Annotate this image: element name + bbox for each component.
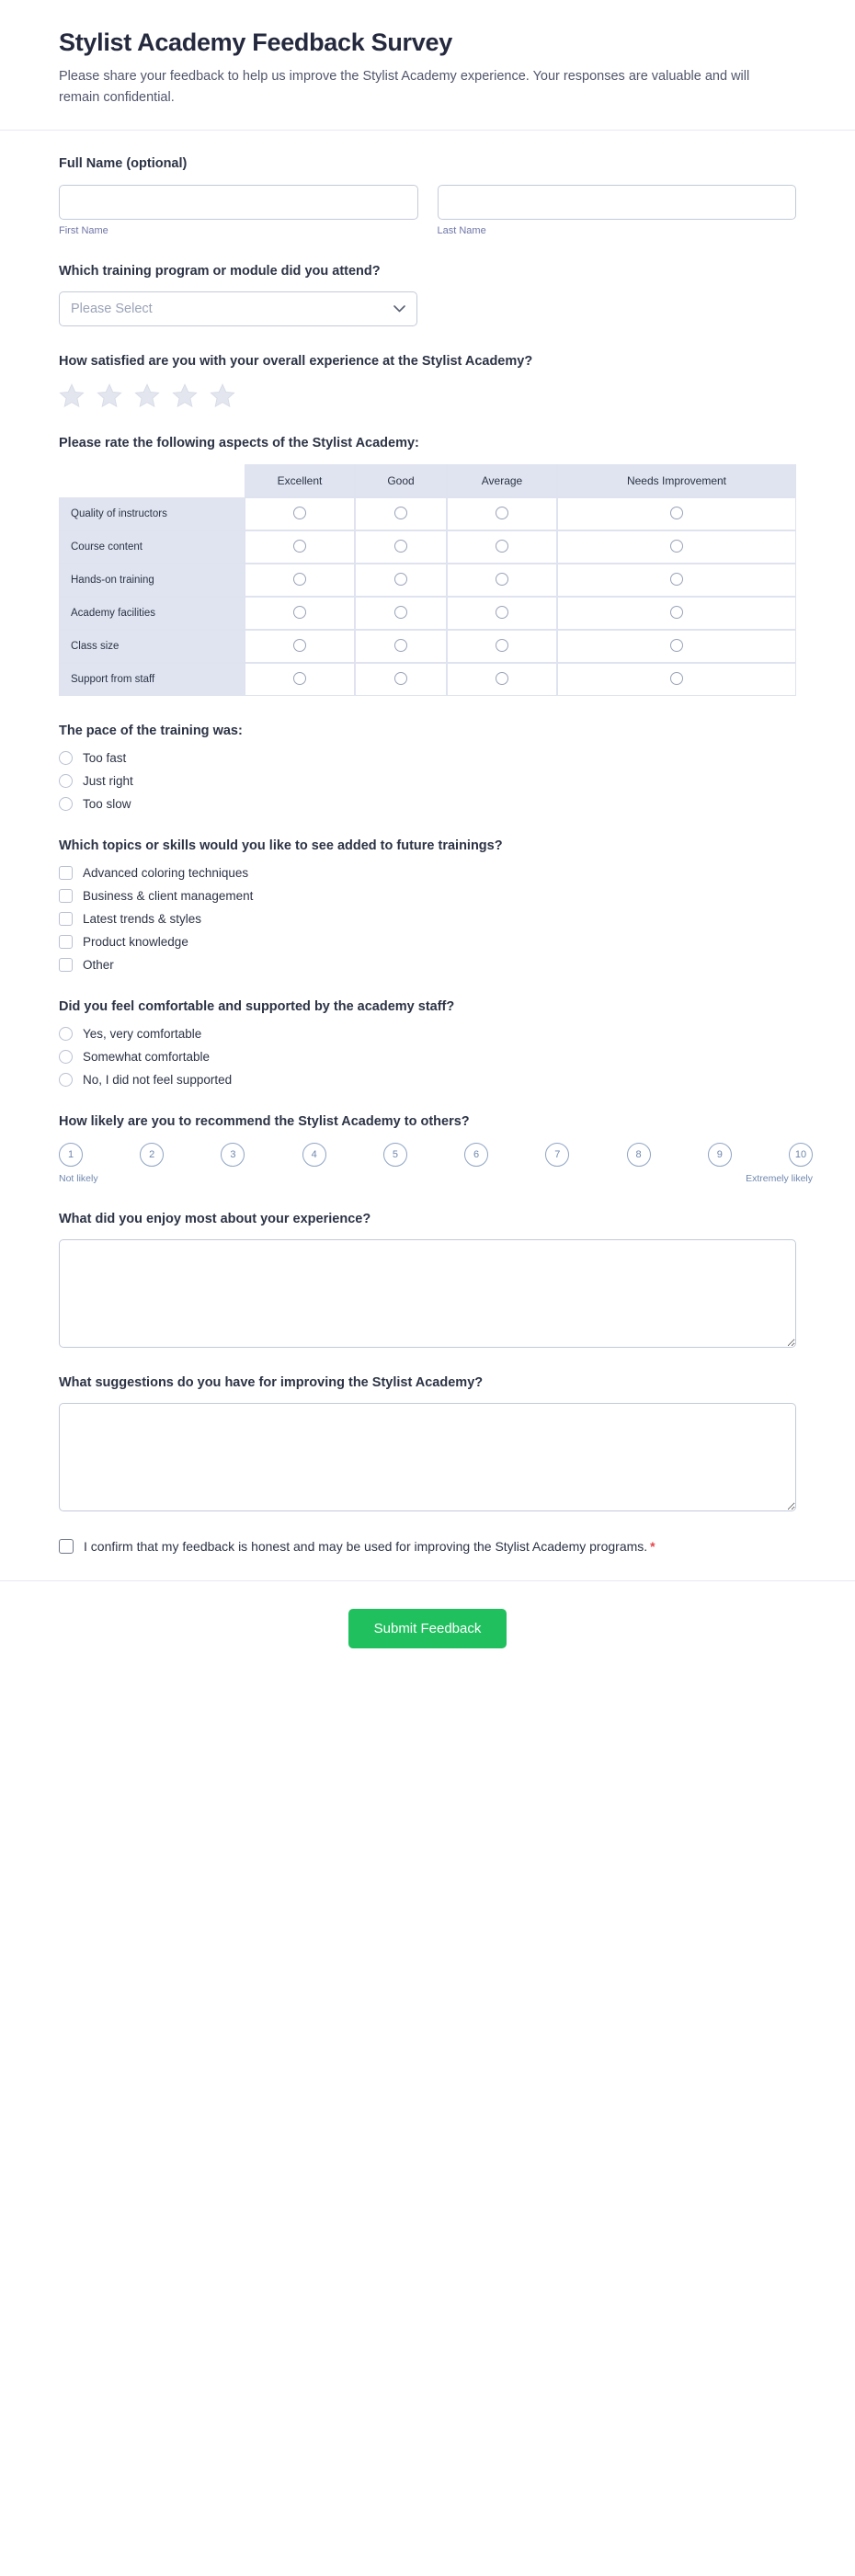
radio-icon[interactable]: [496, 672, 508, 685]
radio-icon[interactable]: [59, 774, 73, 788]
matrix-cell-5-1[interactable]: [355, 663, 447, 696]
topic-option-label: Product knowledge: [83, 935, 188, 950]
matrix-cell-4-1[interactable]: [355, 630, 447, 663]
topic-option-label: Business & client management: [83, 889, 254, 904]
nps-option-4[interactable]: 4: [302, 1143, 326, 1167]
satisfaction-label: How satisfied are you with your overall experience at the Stylist Academy?: [59, 353, 533, 369]
first-name-group: [59, 185, 418, 236]
form-subtitle: Please share your feedback to help us improve the Stylist Academy experience. Your responses are valuable and will remain confidential.: [59, 69, 750, 105]
radio-icon[interactable]: [59, 797, 73, 811]
pace-option-too-slow[interactable]: [59, 797, 796, 811]
matrix-cell-4-0[interactable]: [245, 630, 355, 663]
question-full-name: [59, 154, 796, 235]
training-program-select[interactable]: [59, 291, 417, 326]
comfort-option-somewhat-comfortable[interactable]: [59, 1050, 796, 1064]
matrix-cell-2-1[interactable]: [355, 564, 447, 597]
radio-icon[interactable]: [670, 507, 683, 519]
pace-option-just-right[interactable]: [59, 774, 796, 788]
matrix-col-header-0: Excellent: [245, 464, 355, 497]
matrix-row-label-5: Support from staff: [59, 663, 245, 696]
matrix-row-label-3: Academy facilities: [59, 597, 245, 630]
checkbox-icon[interactable]: [59, 866, 73, 880]
radio-icon[interactable]: [670, 606, 683, 619]
matrix-cell-5-2[interactable]: [447, 663, 557, 696]
comfort-option-not-supported[interactable]: [59, 1073, 796, 1087]
question-suggestions: [59, 1373, 796, 1511]
last-name-sublabel: Last Name: [437, 224, 486, 236]
matrix-header-row: [59, 464, 796, 497]
consent-checkbox-icon[interactable]: [59, 1539, 74, 1554]
last-name-group: [438, 185, 797, 236]
question-pace: [59, 722, 796, 811]
table-row: [59, 663, 796, 696]
nps-option-3[interactable]: 3: [221, 1143, 245, 1167]
full-name-label: Full Name (optional): [59, 156, 188, 172]
nps-option-1[interactable]: 1: [59, 1143, 83, 1167]
radio-icon[interactable]: [59, 751, 73, 765]
nps-scale-group: [59, 1143, 813, 1167]
comfort-radio-group: [59, 1027, 796, 1087]
question-matrix-rating: [59, 434, 796, 695]
matrix-col-header-3: Needs Improvement: [557, 464, 796, 497]
consent-row[interactable]: [59, 1537, 758, 1556]
matrix-cell-2-0[interactable]: [245, 564, 355, 597]
radio-icon[interactable]: [293, 507, 306, 519]
matrix-cell-1-3[interactable]: [557, 530, 796, 564]
radio-icon[interactable]: [394, 672, 407, 685]
radio-icon[interactable]: [394, 639, 407, 652]
training-program-selected-value: Please Select: [71, 301, 153, 316]
radio-icon[interactable]: [670, 573, 683, 586]
radio-icon[interactable]: [394, 507, 407, 519]
topic-option-product-knowledge[interactable]: [59, 935, 796, 949]
matrix-cell-2-2[interactable]: [447, 564, 557, 597]
nps-scale-captions: [59, 1173, 813, 1184]
topic-option-other[interactable]: [59, 958, 796, 972]
first-name-input[interactable]: [59, 185, 418, 220]
matrix-corner-cell: [59, 464, 245, 497]
question-enjoyed: [59, 1210, 796, 1348]
matrix-label: Please rate the following aspects of the Stylist Academy:: [59, 436, 419, 451]
comfort-option-very-comfortable[interactable]: [59, 1027, 796, 1041]
star-icon-3[interactable]: [134, 383, 160, 408]
matrix-col-header-2: Average: [447, 464, 557, 497]
radio-icon[interactable]: [293, 540, 306, 553]
checkbox-icon[interactable]: [59, 958, 73, 972]
checkbox-icon[interactable]: [59, 889, 73, 903]
enjoyed-textarea[interactable]: [59, 1239, 796, 1348]
radio-icon[interactable]: [496, 606, 508, 619]
topics-label: Which topics or skills would you like to see added to future trainings?: [59, 838, 503, 853]
radio-icon[interactable]: [293, 672, 306, 685]
pace-option-too-fast[interactable]: [59, 751, 796, 765]
topics-checkbox-group: [59, 866, 796, 972]
radio-icon[interactable]: [670, 672, 683, 685]
matrix-cell-3-2[interactable]: [447, 597, 557, 630]
question-topics: [59, 837, 796, 972]
nps-option-2[interactable]: 2: [140, 1143, 164, 1167]
star-icon-1[interactable]: [59, 383, 85, 408]
radio-icon[interactable]: [59, 1027, 73, 1041]
radio-icon[interactable]: [670, 639, 683, 652]
pace-label: The pace of the training was:: [59, 723, 243, 738]
nps-option-9[interactable]: 9: [708, 1143, 732, 1167]
matrix-cell-0-1[interactable]: [355, 497, 447, 530]
star-icon-4[interactable]: [172, 383, 198, 408]
rating-matrix-table: [59, 464, 796, 696]
nps-low-label: Not likely: [59, 1172, 98, 1184]
topic-option-business-client-management[interactable]: [59, 889, 796, 903]
question-satisfaction: [59, 352, 796, 408]
nps-option-6[interactable]: 6: [464, 1143, 488, 1167]
radio-icon[interactable]: [293, 573, 306, 586]
nps-high-label: Extremely likely: [746, 1172, 813, 1184]
matrix-row-label-0: Quality of instructors: [59, 497, 245, 530]
matrix-cell-2-3[interactable]: [557, 564, 796, 597]
radio-icon[interactable]: [59, 1073, 73, 1087]
topic-option-latest-trends[interactable]: [59, 912, 796, 926]
question-training-program: [59, 262, 796, 326]
radio-icon[interactable]: [394, 606, 407, 619]
comfort-option-label: Yes, very comfortable: [83, 1027, 202, 1042]
first-name-sublabel: First Name: [59, 224, 108, 236]
matrix-cell-0-0[interactable]: [245, 497, 355, 530]
pace-option-label: Too slow: [83, 796, 131, 811]
matrix-col-header-1: Good: [355, 464, 447, 497]
submit-feedback-button[interactable]: Submit Feedback: [348, 1609, 507, 1648]
matrix-cell-4-3[interactable]: [557, 630, 796, 663]
radio-icon[interactable]: [293, 606, 306, 619]
table-row: [59, 630, 796, 663]
radio-icon[interactable]: [496, 639, 508, 652]
matrix-cell-4-2[interactable]: [447, 630, 557, 663]
question-comfort: [59, 997, 796, 1087]
comfort-label: Did you feel comfortable and supported by the academy staff?: [59, 999, 455, 1015]
comfort-option-label: No, I did not feel supported: [83, 1073, 233, 1088]
matrix-cell-3-1[interactable]: [355, 597, 447, 630]
consent-text-wrap: [84, 1537, 656, 1556]
nps-option-7[interactable]: 7: [545, 1143, 569, 1167]
matrix-cell-1-2[interactable]: [447, 530, 557, 564]
matrix-cell-1-0[interactable]: [245, 530, 355, 564]
comfort-option-label: Somewhat comfortable: [83, 1050, 211, 1065]
topic-option-label: Other: [83, 958, 114, 973]
form-body: [0, 131, 855, 1556]
pace-radio-group: [59, 751, 796, 811]
form-header: [0, 0, 855, 130]
table-row: [59, 564, 796, 597]
table-row: [59, 530, 796, 564]
required-marker: *: [650, 1539, 656, 1555]
radio-icon[interactable]: [496, 540, 508, 553]
matrix-cell-0-3[interactable]: [557, 497, 796, 530]
suggestions-label: What suggestions do you have for improving the Stylist Academy?: [59, 1375, 484, 1390]
topic-option-label: Advanced coloring techniques: [83, 866, 249, 881]
matrix-row-label-1: Course content: [59, 530, 245, 564]
matrix-cell-3-3[interactable]: [557, 597, 796, 630]
matrix-cell-5-0[interactable]: [245, 663, 355, 696]
radio-icon[interactable]: [394, 540, 407, 553]
matrix-cell-3-0[interactable]: [245, 597, 355, 630]
topic-option-label: Latest trends & styles: [83, 912, 202, 927]
radio-icon[interactable]: [496, 507, 508, 519]
radio-icon[interactable]: [293, 639, 306, 652]
page-title: Stylist Academy Feedback Survey: [59, 28, 452, 56]
matrix-row-label-4: Class size: [59, 630, 245, 663]
nps-option-10[interactable]: 10: [789, 1143, 813, 1167]
nps-option-8[interactable]: 8: [627, 1143, 651, 1167]
pace-option-label: Too fast: [83, 750, 127, 765]
form-footer: [0, 1581, 855, 1685]
consent-label: I confirm that my feedback is honest and may be used for improving the Stylist Academy programs.: [84, 1539, 648, 1555]
star-icon-5[interactable]: [210, 383, 235, 408]
radio-icon[interactable]: [394, 573, 407, 586]
checkbox-icon[interactable]: [59, 912, 73, 926]
star-icon-2[interactable]: [97, 383, 122, 408]
nps-label: How likely are you to recommend the Stylist Academy to others?: [59, 1114, 470, 1130]
suggestions-textarea[interactable]: [59, 1403, 796, 1511]
star-rating-group[interactable]: [59, 382, 796, 408]
nps-option-5[interactable]: 5: [383, 1143, 407, 1167]
enjoyed-label: What did you enjoy most about your experience?: [59, 1211, 371, 1226]
table-row: [59, 497, 796, 530]
topic-option-advanced-coloring[interactable]: [59, 866, 796, 880]
radio-icon[interactable]: [59, 1050, 73, 1064]
checkbox-icon[interactable]: [59, 935, 73, 949]
matrix-cell-0-2[interactable]: [447, 497, 557, 530]
radio-icon[interactable]: [670, 540, 683, 553]
training-program-label: Which training program or module did you attend?: [59, 263, 381, 279]
radio-icon[interactable]: [496, 573, 508, 586]
matrix-row-label-2: Hands-on training: [59, 564, 245, 597]
pace-option-label: Just right: [83, 773, 133, 788]
matrix-cell-5-3[interactable]: [557, 663, 796, 696]
last-name-input[interactable]: [438, 185, 797, 220]
table-row: [59, 597, 796, 630]
matrix-cell-1-1[interactable]: [355, 530, 447, 564]
question-nps: [59, 1112, 813, 1184]
